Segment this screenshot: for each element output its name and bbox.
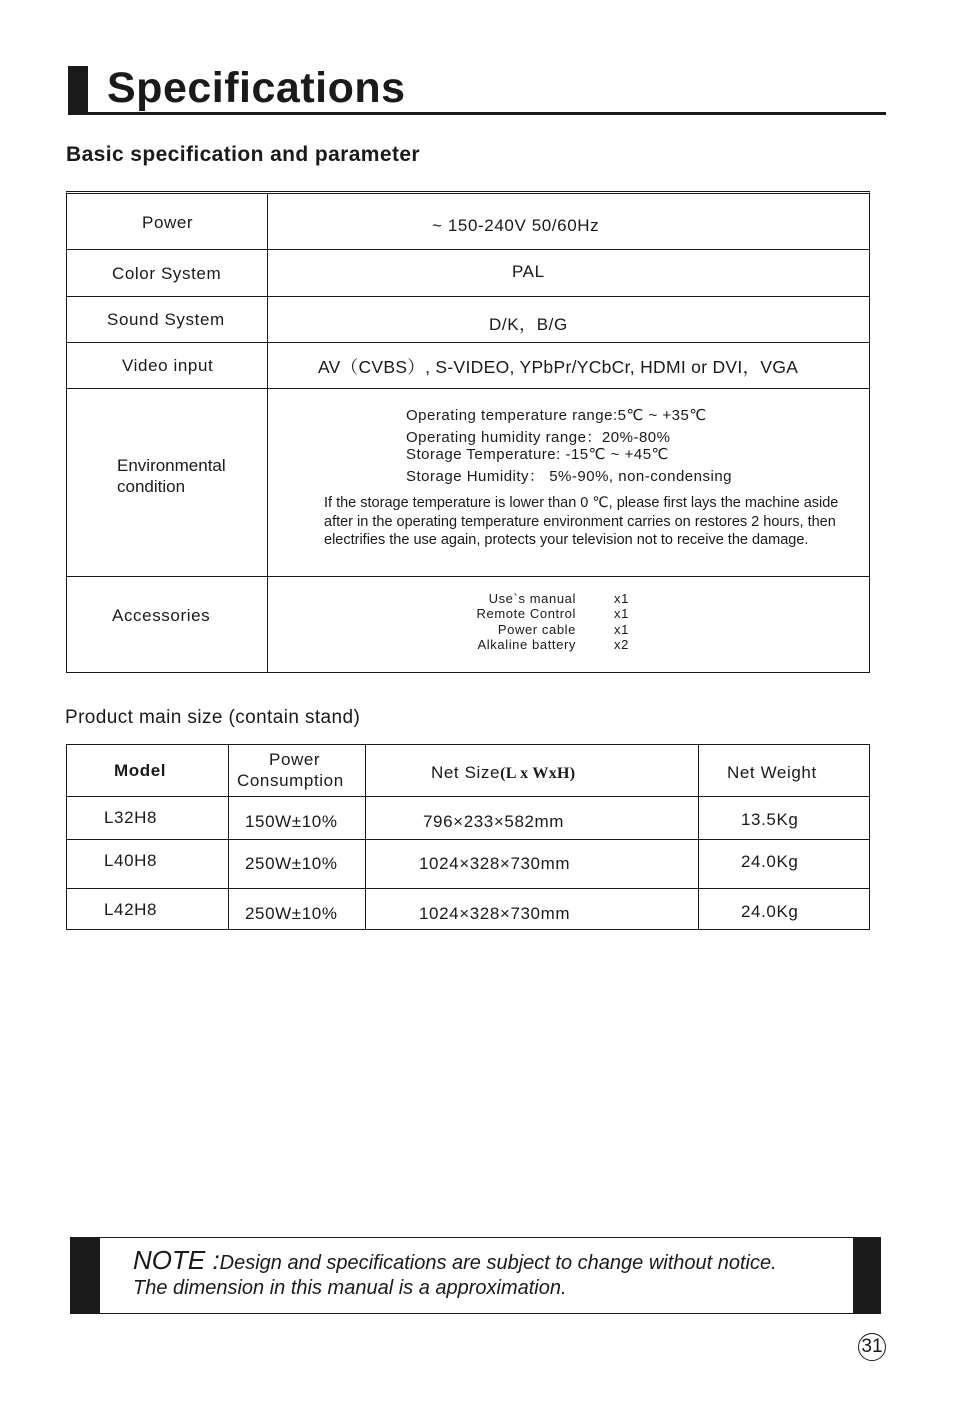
power-value: ~ 150-240V 50/60Hz [432,216,600,235]
accessory-qty: x2 [614,637,629,652]
sound-system-value: D/K，B/G [489,315,568,334]
environmental-label-line2: condition [117,477,186,496]
column-divider [228,745,229,929]
header-net-weight: Net Weight [727,763,817,782]
note-line1: Design and specifications are subject to change without notice. [219,1252,777,1274]
row-power: 250W±10% [245,904,338,923]
row-weight: 24.0Kg [741,852,799,871]
accessory-item: Power cable [497,622,576,637]
note-label: NOTE : [133,1245,220,1275]
note-bar-right [853,1238,880,1313]
row-divider [67,796,869,797]
row-model: L40H8 [104,851,158,870]
environmental-label-line1: Environmental [117,456,226,475]
header-model: Model [114,761,167,780]
row-model: L32H8 [104,808,158,827]
row-size: 796×233×582mm [423,812,565,831]
header-net-size [431,763,575,783]
note-box [70,1237,881,1314]
row-divider [67,249,869,250]
column-divider [267,194,268,672]
column-divider [365,745,366,929]
env-line: Storage Humidity： 5%-90%, non-condensing [406,468,732,485]
note-text [133,1245,833,1301]
row-size: 1024×328×730mm [419,854,571,873]
title-accent-bar [68,66,88,113]
page-title: Specifications [107,64,406,112]
note-line2: The dimension in this manual is a approximation. [133,1277,567,1299]
row-divider [67,296,869,297]
size-table [66,744,870,930]
video-input-label: Video input [122,356,214,375]
row-model: L42H8 [104,900,158,919]
title-rule [68,112,886,115]
column-divider [698,745,699,929]
row-divider [67,888,869,889]
header-net-size-label: Net Size [431,763,501,782]
sound-system-label: Sound System [107,310,225,329]
accessory-item: Remote Control [476,606,576,621]
row-size: 1024×328×730mm [419,904,571,923]
accessory-item: Use`s manual [488,591,576,606]
row-power: 150W±10% [245,812,338,831]
accessory-qty: x1 [614,622,629,637]
header-power-line1: Power [269,750,321,769]
row-divider [67,388,869,389]
row-power: 250W±10% [245,854,338,873]
storage-note: If the storage temperature is lower than 0 ℃, please first lays the machine aside after in the operating temperature environment carries on restores 2 hours, then electrifies the use again, protects your television not to receive the damage. [324,495,839,548]
accessory-qty: x1 [614,591,629,606]
section-heading: Basic specification and parameter [66,143,420,166]
accessory-item: Alkaline battery [477,637,576,652]
env-line: Storage Temperature: -15℃ ~ +45℃ [406,446,669,463]
color-system-value: PAL [512,262,545,281]
row-divider [67,576,869,577]
row-divider [67,839,869,840]
power-label: Power [142,213,194,232]
video-input-value: AV（CVBS）, S-VIDEO, YPbPr/YCbCr, HDMI or DVI，VGA [318,357,799,377]
row-divider [67,342,869,343]
accessories-label: Accessories [112,606,211,625]
row-weight: 24.0Kg [741,902,799,921]
env-line: Operating temperature range:5℃ ~ +35℃ [406,407,707,424]
header-power-line2: Consumption [237,771,344,790]
color-system-label: Color System [112,264,222,283]
header-net-size-dims: (L x WxH) [500,765,576,782]
accessory-qty: x1 [614,606,629,621]
env-line: Operating humidity range：20%-80% [406,429,671,446]
row-weight: 13.5Kg [741,810,799,829]
note-bar-left [71,1238,100,1313]
page-number: 31 [858,1333,886,1361]
size-section-heading: Product main size (contain stand) [65,707,361,728]
spec-table [66,191,870,673]
